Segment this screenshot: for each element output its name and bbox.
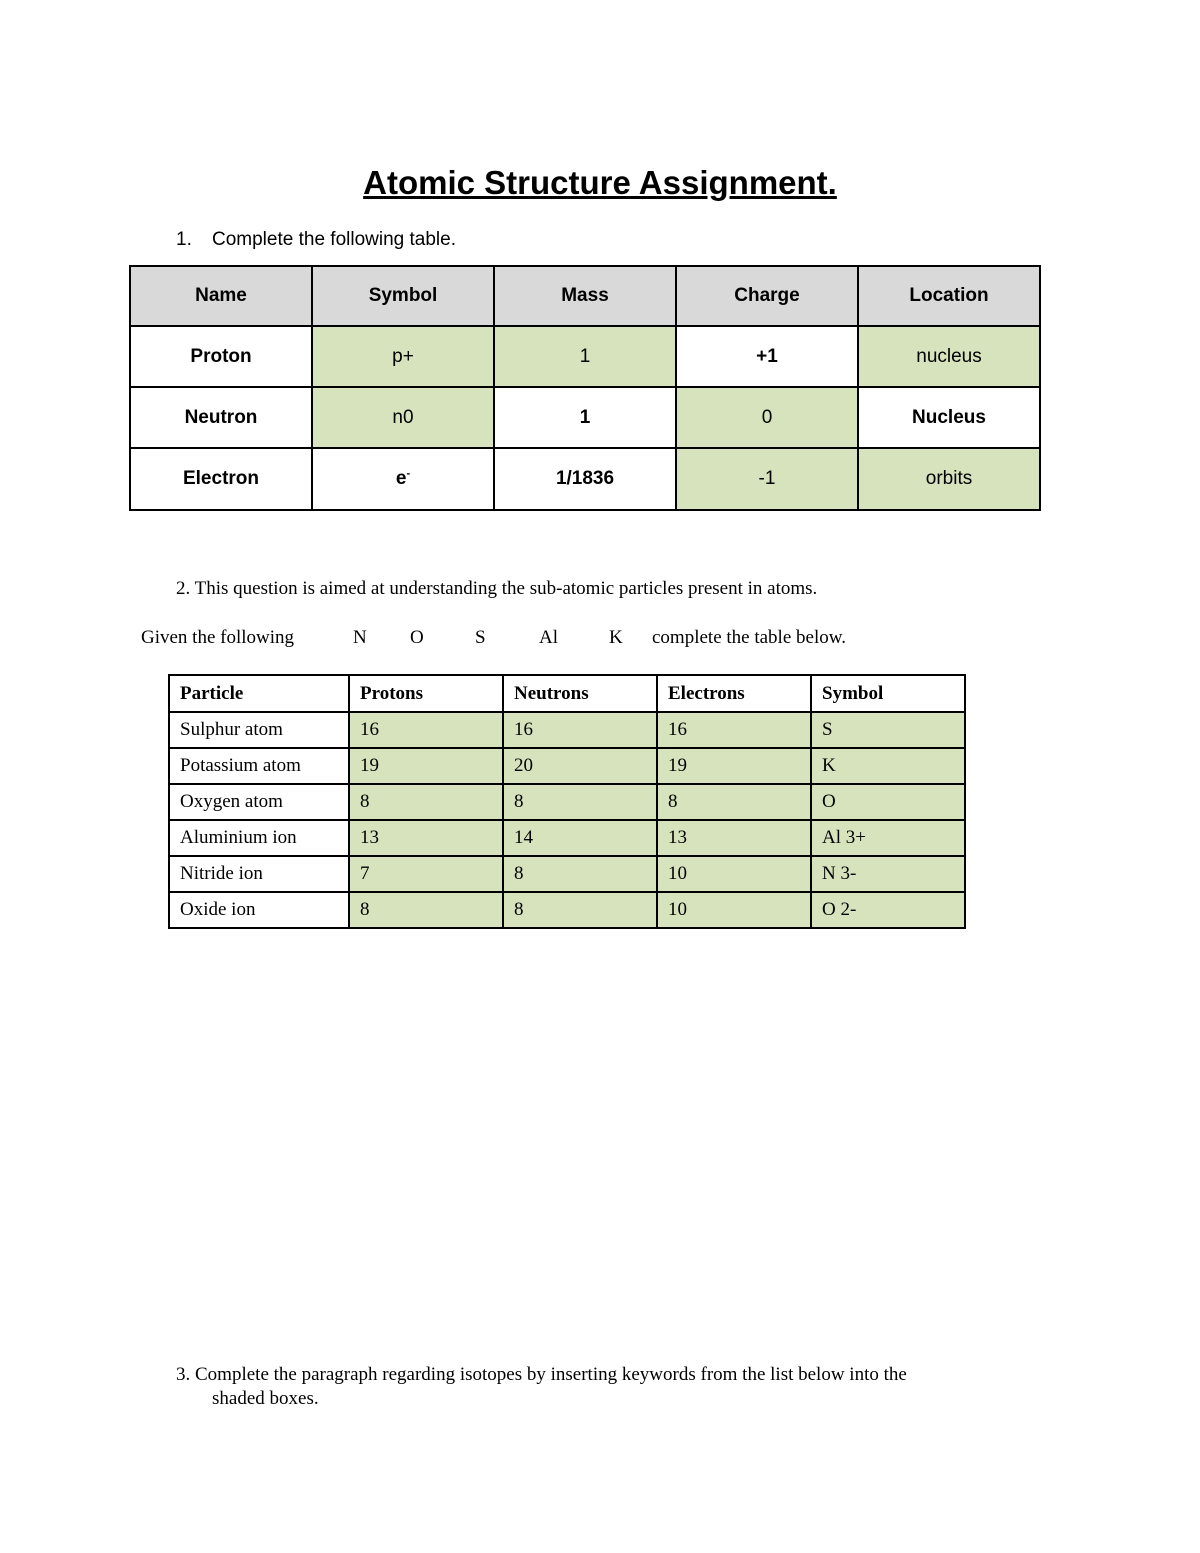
answer-cell[interactable]: p+ bbox=[312, 326, 494, 387]
answer-cell[interactable]: 8 bbox=[503, 856, 657, 892]
table-row bbox=[169, 748, 965, 784]
particle-name: Aluminium ion bbox=[169, 820, 349, 856]
answer-cell[interactable]: Al 3+ bbox=[811, 820, 965, 856]
given-cell: +1 bbox=[676, 326, 858, 387]
page-title: Atomic Structure Assignment. bbox=[363, 164, 837, 201]
answer-cell[interactable]: 8 bbox=[657, 784, 811, 820]
answer-cell[interactable]: N 3- bbox=[811, 856, 965, 892]
answer-cell[interactable]: 10 bbox=[657, 892, 811, 928]
question-1-number: 1. bbox=[176, 229, 192, 250]
given-cell: 1 bbox=[494, 387, 676, 448]
table-row bbox=[130, 387, 1040, 448]
header-electrons: Electrons bbox=[657, 675, 811, 712]
particle-name: Neutron bbox=[130, 387, 312, 448]
particle-name: Potassium atom bbox=[169, 748, 349, 784]
particle-name: Proton bbox=[130, 326, 312, 387]
header-location: Location bbox=[858, 266, 1040, 326]
question-3-line-2: shaded boxes. bbox=[212, 1388, 319, 1409]
question-3-line-1: 3. Complete the paragraph regarding isotopes by inserting keywords from the list below into the bbox=[176, 1364, 907, 1385]
answer-cell[interactable]: 20 bbox=[503, 748, 657, 784]
table-row bbox=[169, 712, 965, 748]
answer-cell[interactable]: S bbox=[811, 712, 965, 748]
element-symbol: O bbox=[410, 627, 424, 648]
table-row bbox=[169, 856, 965, 892]
header-charge: Charge bbox=[676, 266, 858, 326]
answer-cell[interactable]: 16 bbox=[349, 712, 503, 748]
electron-symbol-sup: - bbox=[406, 467, 411, 480]
answer-cell[interactable]: nucleus bbox=[858, 326, 1040, 387]
answer-cell[interactable]: O bbox=[811, 784, 965, 820]
particle-name: Sulphur atom bbox=[169, 712, 349, 748]
answer-cell[interactable]: O 2- bbox=[811, 892, 965, 928]
question-1-text: Complete the following table. bbox=[212, 229, 456, 250]
given-cell: 1/1836 bbox=[494, 448, 676, 510]
answer-cell[interactable]: 10 bbox=[657, 856, 811, 892]
answer-cell[interactable]: 16 bbox=[657, 712, 811, 748]
answer-cell[interactable]: 13 bbox=[657, 820, 811, 856]
question-3 bbox=[176, 1363, 1036, 1411]
given-cell: Nucleus bbox=[858, 387, 1040, 448]
header-protons: Protons bbox=[349, 675, 503, 712]
answer-cell[interactable]: 16 bbox=[503, 712, 657, 748]
table-row bbox=[130, 448, 1040, 510]
electron-symbol: e bbox=[395, 468, 407, 489]
element-symbol: K bbox=[609, 627, 623, 648]
answer-cell[interactable]: 8 bbox=[349, 784, 503, 820]
answer-cell[interactable]: 19 bbox=[657, 748, 811, 784]
answer-cell[interactable]: 8 bbox=[349, 892, 503, 928]
element-symbol: S bbox=[475, 627, 486, 648]
answer-cell[interactable]: 1 bbox=[494, 326, 676, 387]
header-neutrons: Neutrons bbox=[503, 675, 657, 712]
particle-name: Oxygen atom bbox=[169, 784, 349, 820]
element-symbol: Al bbox=[539, 627, 558, 648]
table-row bbox=[169, 892, 965, 928]
table-row bbox=[169, 784, 965, 820]
answer-cell[interactable]: n0 bbox=[312, 387, 494, 448]
header-mass: Mass bbox=[494, 266, 676, 326]
given-prefix: Given the following bbox=[141, 627, 295, 648]
particle-name: Nitride ion bbox=[169, 856, 349, 892]
given-suffix: complete the table below. bbox=[652, 627, 846, 648]
answer-cell[interactable]: 19 bbox=[349, 748, 503, 784]
table-row bbox=[130, 326, 1040, 387]
answer-cell[interactable]: 0 bbox=[676, 387, 858, 448]
header-symbol: Symbol bbox=[312, 266, 494, 326]
answer-cell[interactable]: 8 bbox=[503, 784, 657, 820]
table-row bbox=[169, 820, 965, 856]
header-name: Name bbox=[130, 266, 312, 326]
answer-cell[interactable]: 8 bbox=[503, 892, 657, 928]
question-2-text: 2. This question is aimed at understanding the sub-atomic particles present in atoms. bbox=[176, 578, 818, 599]
answer-cell[interactable]: K bbox=[811, 748, 965, 784]
subatomic-table bbox=[168, 674, 966, 929]
element-symbol: N bbox=[353, 627, 367, 648]
given-cell bbox=[312, 448, 494, 510]
answer-cell[interactable]: orbits bbox=[858, 448, 1040, 510]
question-1 bbox=[176, 229, 456, 251]
answer-cell[interactable]: -1 bbox=[676, 448, 858, 510]
particles-table bbox=[129, 265, 1041, 511]
particle-name: Oxide ion bbox=[169, 892, 349, 928]
table-header-row bbox=[130, 266, 1040, 326]
table-header-row bbox=[169, 675, 965, 712]
particle-name: Electron bbox=[130, 448, 312, 510]
answer-cell[interactable]: 7 bbox=[349, 856, 503, 892]
header-symbol: Symbol bbox=[811, 675, 965, 712]
header-particle: Particle bbox=[169, 675, 349, 712]
answer-cell[interactable]: 14 bbox=[503, 820, 657, 856]
answer-cell[interactable]: 13 bbox=[349, 820, 503, 856]
